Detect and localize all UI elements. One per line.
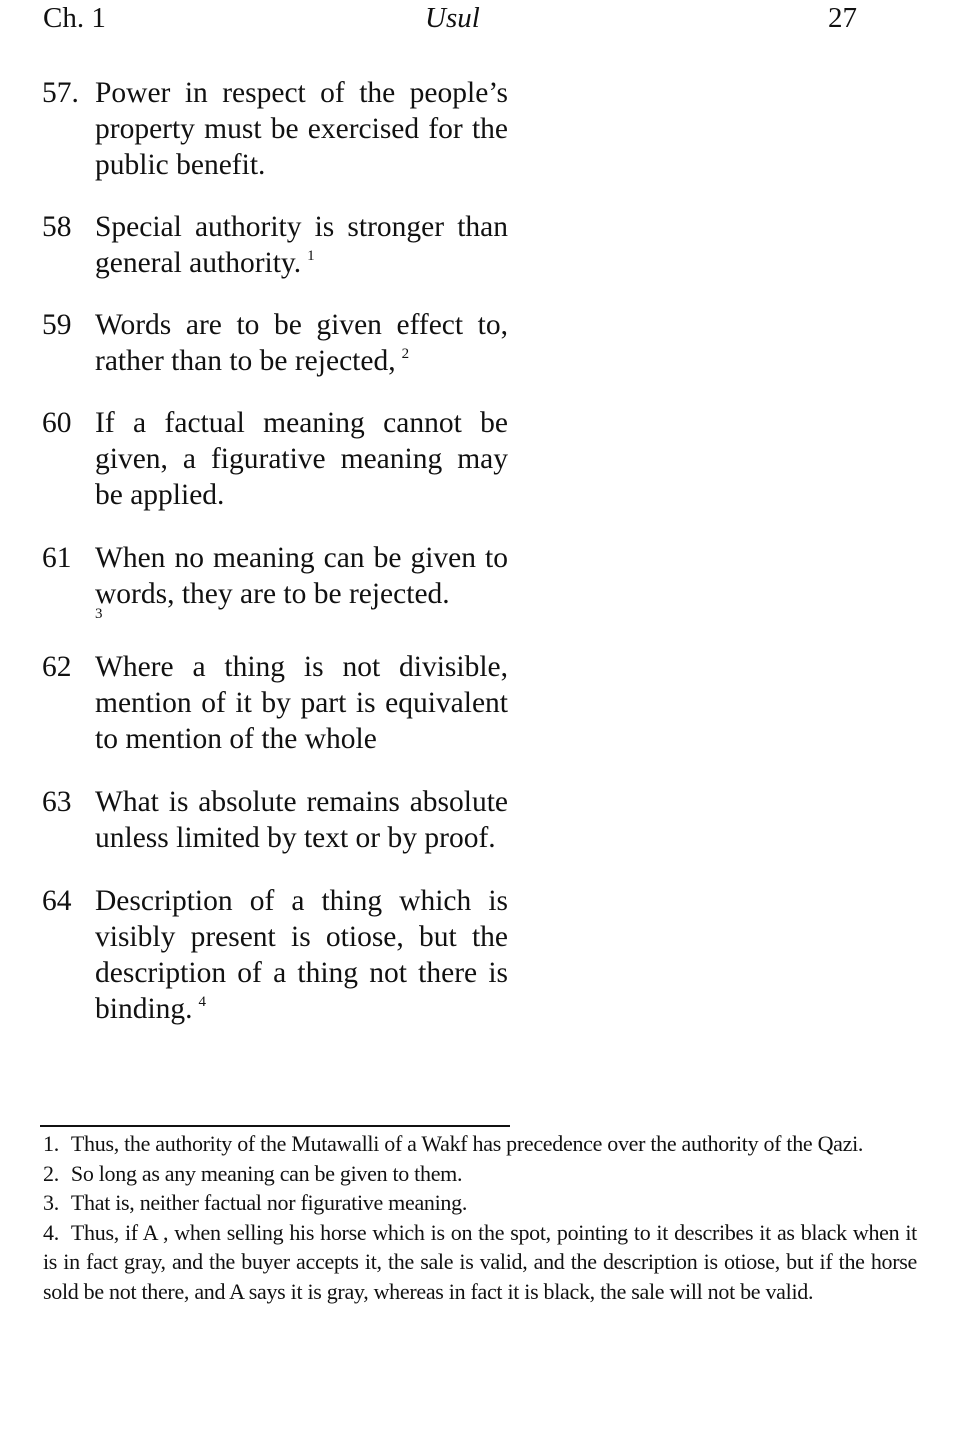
chapter-label: Ch. 1: [43, 2, 106, 34]
maxim-text: Special authority is stronger than general authority.: [95, 211, 508, 279]
footnote-text: So long as any meaning can be given to them.: [70, 1160, 463, 1186]
footnote-separator: [40, 1125, 510, 1127]
maxim-number: 57.: [42, 77, 79, 109]
footnote-number: 1.: [43, 1131, 59, 1156]
footnote-number: 3.: [43, 1190, 59, 1215]
maxims-list: [42, 75, 508, 1027]
footnote-number: 2.: [43, 1160, 59, 1186]
footnote-ref-2[interactable]: 2: [401, 346, 410, 362]
maxim-number: 60: [42, 407, 72, 439]
footnote-text: Thus, the authority of the Mutawalli of a Wakf has precedence over the authority of the Qazi.: [70, 1131, 864, 1156]
maxim-number: 61: [42, 542, 72, 574]
maxim-number: 58: [42, 211, 72, 243]
maxim-number: 62: [42, 651, 72, 683]
page-header: [0, 2, 960, 42]
maxim-text: Description of a thing which is visibly present is otiose, but the description of a thing not there is binding.: [95, 885, 508, 1025]
running-title: Usul: [425, 2, 480, 34]
maxim-text: What is absolute remains absolute unless limited by text or by proof.: [95, 786, 508, 854]
maxim-text: Where a thing is not divisible, mention of it by part is equivalent to mention of the whole: [95, 651, 508, 755]
footnotes: [43, 1129, 917, 1306]
maxim-61: [42, 540, 508, 622]
footnote-3: [43, 1188, 917, 1218]
maxim-64: [42, 883, 508, 1027]
maxim-62: [42, 649, 508, 757]
maxim-60: [42, 405, 508, 513]
footnote-4: [43, 1218, 917, 1307]
footnote-1: [43, 1129, 917, 1159]
maxim-text: Power in respect of the people’s property must be exercised for the public benefit.: [95, 77, 508, 181]
footnote-ref-4[interactable]: 4: [198, 994, 207, 1010]
maxim-text: Words are to be given effect to, rather than to be rejected,: [95, 309, 508, 377]
footnote-ref-1[interactable]: 1: [307, 248, 315, 264]
footnote-ref-3[interactable]: 3: [95, 606, 103, 622]
maxim-57: [42, 75, 508, 183]
maxim-number: 64: [42, 885, 72, 917]
footnote-text: That is, neither factual nor figurative meaning.: [70, 1190, 468, 1215]
maxim-63: [42, 784, 508, 856]
footnote-text: Thus, if A , when selling his horse which is on the spot, pointing to it describes it as black when it is in fact gray, and the buyer accepts it, the sale is valid, and the description is otiose, but if the horse sold be not there, and A says it is gray, whereas in fact it is black, the sale will not be valid.: [43, 1219, 917, 1304]
maxim-59: [42, 307, 508, 379]
maxim-58: [42, 209, 508, 281]
footnote-number: 4.: [43, 1219, 59, 1245]
maxim-number: 63: [42, 786, 72, 818]
maxim-number: 59: [42, 309, 72, 341]
maxim-text: If a factual meaning cannot be given, a figurative meaning may be applied.: [95, 407, 508, 511]
maxim-text: When no meaning can be given to words, they are to be rejected.: [95, 542, 508, 610]
page-number: 27: [828, 2, 857, 34]
footnote-2: [43, 1159, 917, 1189]
